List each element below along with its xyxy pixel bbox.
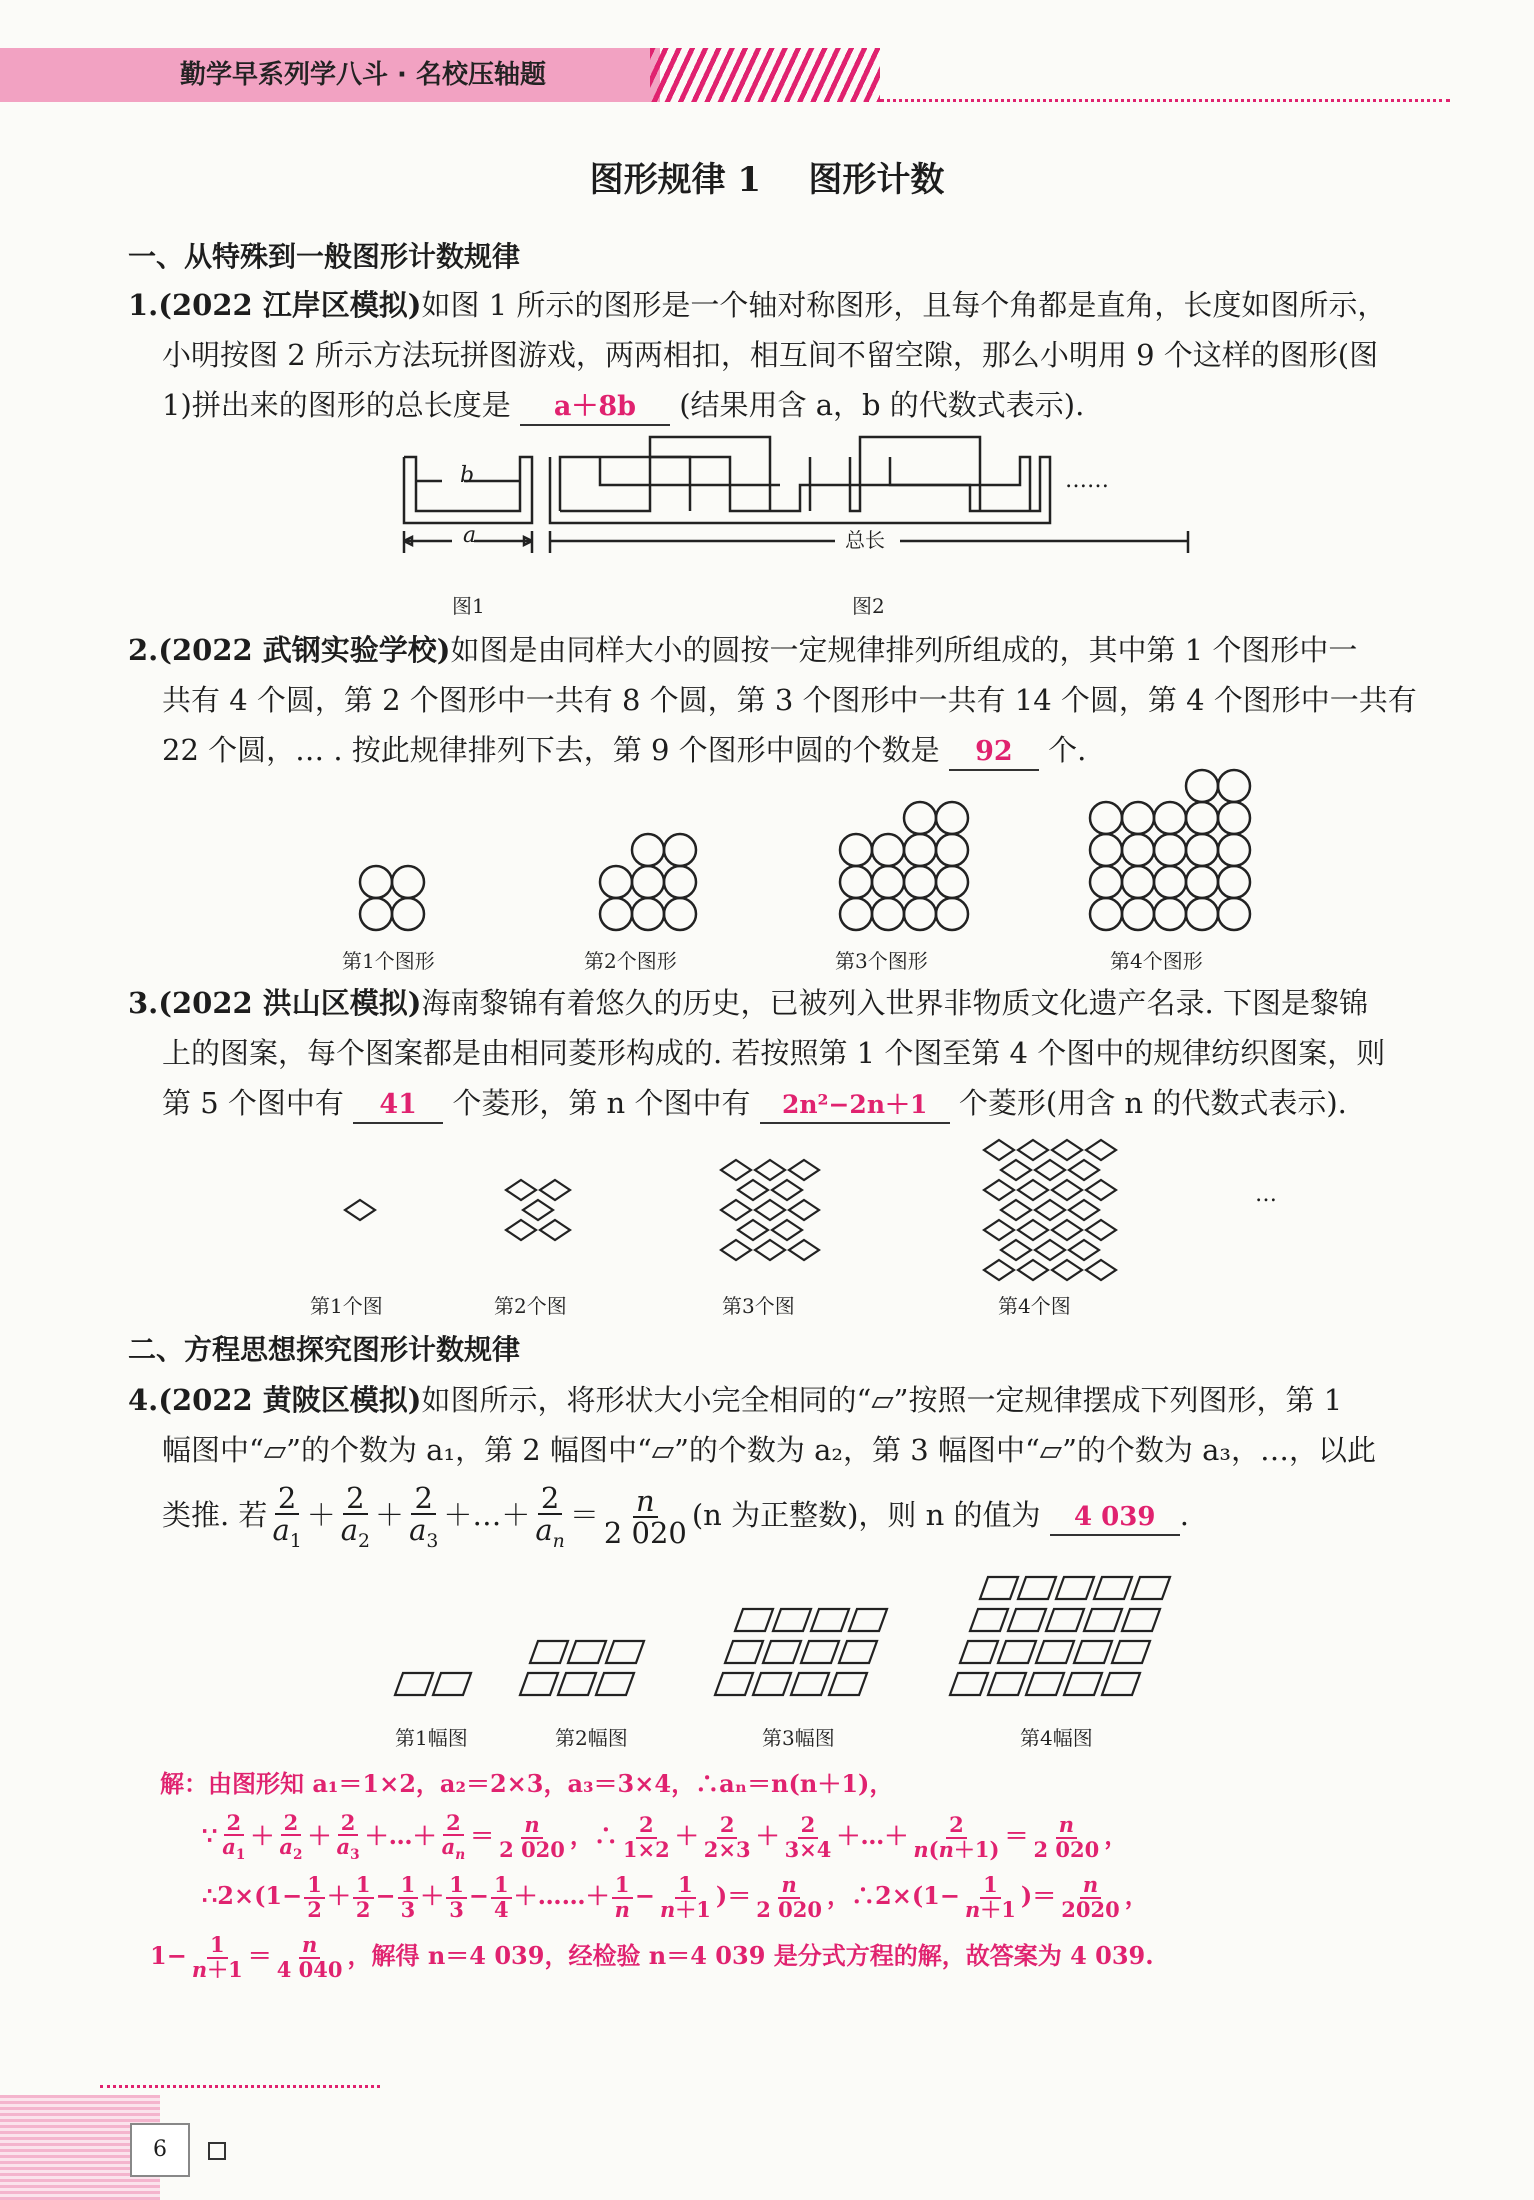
parallelogram [1064,1673,1102,1695]
rhombus [738,1220,768,1240]
problem-1-line-3 [128,380,1458,430]
parallelogram [839,1641,877,1663]
rhombus [984,1220,1014,1240]
solution-line-2: ∵ $\frac{2}{a_1}$ ＋ $\frac{2}{a_2}$ ＋ $\frac{2}{a_3}$ ＋…＋ $\frac{2}{a_n}$ ＝ $\frac{n}{2 020}$ ，∴ $\frac{2}{1\times 2}$ ＋ $\frac{2}{2\times 3}$ ＋ $\frac{2}{3\times 4}$ ＋…＋ $\frac{2}{n(n+1)}$ ＝ $\frac{n}{2 020}$ ， [202,1810,1129,1864]
circle-figure-4 [1090,770,1250,930]
circle [1090,834,1122,866]
circle [1218,770,1250,802]
rhombus [1052,1260,1082,1280]
rhombus-figure-2 [506,1180,570,1240]
rhombus [345,1200,375,1220]
parallelogram [763,1641,801,1663]
problem-3-line-2: 上的图案，每个图案都是由相同菱形构成的. 若按照第 1 个图至第 4 个图中的规律纺织图案，则 [162,1036,1386,1070]
circle [1122,802,1154,834]
circle [840,834,872,866]
rhombus [772,1220,802,1240]
rhombus [1086,1140,1116,1160]
solution-text: 由图形知 a₁＝1×2，a₂＝2×3，a₃＝3×4，∴aₙ＝n(n＋1)， [208,1769,894,1798]
problem-text: (n 为正整数)，则 n 的值为 [691,1498,1041,1532]
answer-blank: 4 039 [1050,1500,1180,1536]
problem-number: 2. [128,633,159,667]
parallelogram [950,1673,988,1695]
problem-number: 3. [128,986,159,1020]
parallelogram [801,1641,839,1663]
circle [904,802,936,834]
parallelogram [433,1673,471,1695]
problem-2 [128,625,1458,775]
rhombus [506,1220,536,1240]
problem-4-line-1 [128,1375,1468,1425]
circle [664,834,696,866]
caption-rhombus-3: 第3个图 [722,1294,795,1318]
parallelogram [1026,1673,1064,1695]
rhombus [1001,1160,1031,1180]
answer-blank: 92 [949,735,1039,771]
fraction-2-over-an: $\frac{2}{a_n}$ [535,1480,565,1552]
section-heading-1: 一、从特殊到一般图形计数规律 [128,240,521,273]
circle [632,834,664,866]
problem-text: 1)拼出来的图形的总长度是 [162,388,511,422]
parallelogram [558,1673,596,1695]
circle [936,866,968,898]
circle [1218,834,1250,866]
parallelogram [1008,1609,1046,1631]
circle [1186,802,1218,834]
rhombus [1069,1240,1099,1260]
problem-text: 海南黎锦有着悠久的历史，已被列入世界非物质文化遗产名录. 下图是黎锦 [421,986,1368,1020]
rhombus-figures [300,1125,1300,1325]
caption-rhombus-2: 第2个图 [494,1294,567,1318]
fig2-dots: …… [1065,468,1109,493]
circle [872,898,904,930]
problem-2-line-1 [128,625,1458,675]
rhombus [540,1220,570,1240]
parallelogram [1018,1577,1056,1599]
circle [840,898,872,930]
rhombus [755,1160,785,1180]
problem-number: 1. [128,288,159,322]
page-number: 6 [153,2137,167,2162]
parallelogram [1132,1577,1170,1599]
solution-line-3: ∴2×(1− $\frac{1}{2}$ ＋ $\frac{1}{2}$ − $\frac{1}{3}$ ＋ $\frac{1}{3}$ − $\frac{1}{4}$ ＋……＋ $\frac{1}{n}$ − $\frac{1}{n+1}$ )＝ $\frac{n}{2 020}$ ，∴2×(1− $\frac{1}{n+1}$ )＝ $\frac{n}{2020}$ ， [202,1872,1149,1922]
rhombus [789,1200,819,1220]
circle [392,898,424,930]
rhombus [506,1180,536,1200]
parallelogram [773,1609,811,1631]
problem-1-line-1 [128,280,1458,330]
caption-circle-2: 第2个图形 [584,949,677,973]
circle [1090,898,1122,930]
circle-figure-1 [360,866,424,930]
circle [632,866,664,898]
problem-source: (2022 黄陂区模拟) [158,1383,422,1417]
problem-source: (2022 洪山区模拟) [158,986,422,1020]
parallelogram-figures [390,1560,1250,1710]
circle [1186,866,1218,898]
page-number-box [130,2123,190,2177]
caption-para-3: 第3幅图 [762,1726,835,1750]
circle-figure-2 [600,834,696,930]
caption-para-4: 第4幅图 [1020,1726,1093,1750]
problem-4-line-2: 幅图中“▱”的个数为 a₁，第 2 幅图中“▱”的个数为 a₂，第 3 幅图中“▱”的个数为 a₃，…，以此 [162,1433,1377,1467]
circle [1186,770,1218,802]
parallelogram [715,1673,753,1695]
problem-4 [128,1375,1468,1555]
parallelogram [829,1673,867,1695]
parallelogram [970,1609,1008,1631]
rhombus [1035,1160,1065,1180]
rhombus [721,1160,751,1180]
parallelogram [980,1577,1018,1599]
rhombus [1052,1140,1082,1160]
circle [664,898,696,930]
problem-3-line-3 [128,1078,1458,1128]
parallelogram [395,1673,433,1695]
page-title: 图形规律 1 图形计数 [589,160,945,200]
circle [360,898,392,930]
circle [1186,898,1218,930]
problem-4-line-3: 类推. 若 $\frac{2}{a_1}$ ＋ $\frac{2}{a_2}$ ＋ $\frac{2}{a_3}$ ＋…＋ $\frac{2}{a_n}$ ＝ $\frac{n}{2 020}$ (n 为正整数)，则 n 的值为 4 039 . [162,1480,1189,1552]
rhombus [755,1240,785,1260]
fraction-n-over-2020: $\frac{n}{2 020}$ [603,1483,687,1550]
rhombus [540,1180,570,1200]
problem-text: 类推. 若 [162,1498,268,1532]
rhombus [1018,1260,1048,1280]
rhombus [1018,1220,1048,1240]
parallelogram-figure-4 [950,1577,1170,1695]
parallelogram [1102,1673,1140,1695]
rhombus [738,1180,768,1200]
problem-text: 如图 1 所示的图形是一个轴对称图形，且每个角都是直角，长度如图所示， [421,288,1387,322]
circle [392,866,424,898]
header-title: 勤学早系列学八斗 · 名校压轴题 [180,60,546,90]
parallelogram-figure-2 [520,1641,644,1695]
problem-text: 个菱形，第 n 个图中有 [452,1086,751,1120]
parallelogram [735,1609,773,1631]
small-square-icon [208,2142,226,2160]
parallelogram [596,1673,634,1695]
caption-circle-4: 第4个图形 [1110,949,1203,973]
rhombus [1069,1200,1099,1220]
caption-para-2: 第2幅图 [555,1726,628,1750]
circle [600,898,632,930]
caption-para-1: 第1幅图 [395,1726,468,1750]
problem-2-line-2: 共有 4 个圆，第 2 个图形中一共有 8 个圆，第 3 个图形中一共有 14 个圆，第 4 个图形中一共有 [162,683,1417,717]
header-dotted-rule [880,99,1450,102]
rhombus [1052,1220,1082,1240]
parallelogram [988,1673,1026,1695]
solution [150,1762,1460,1986]
circle [936,898,968,930]
circle [904,866,936,898]
circle [840,866,872,898]
rhombus [1035,1200,1065,1220]
problem-source: (2022 武钢实验学校) [158,633,451,667]
rhombus [984,1140,1014,1160]
problem-text: 第 5 个图中有 [162,1086,344,1120]
rhombus [772,1180,802,1200]
parallelogram [753,1673,791,1695]
caption-fig1: 图1 [452,594,485,618]
circle [1154,834,1186,866]
problem-number: 4. [128,1383,159,1417]
circle [936,802,968,834]
circle [904,898,936,930]
circle [1218,802,1250,834]
caption-rhombus-4: 第4个图 [998,1294,1071,1318]
solution-label: 解： [160,1769,208,1798]
rhombus [789,1160,819,1180]
parallelogram [1046,1609,1084,1631]
circle [872,866,904,898]
problem-text: 如图所示，将形状大小完全相同的“▱”按照一定规律摆成下列图形，第 1 [421,1383,1343,1417]
circle-figures [300,760,1280,940]
parallelogram [530,1641,568,1663]
answer-blank-2: 2n²−2n＋1 [760,1088,950,1124]
fig2-top [550,457,1050,523]
rhombus-figure-4 [984,1140,1116,1280]
parallelogram [1056,1577,1094,1599]
rhombus [1035,1240,1065,1260]
circle [1090,866,1122,898]
parallelogram [1036,1641,1074,1663]
problem-text: 个菱形(用含 n 的代数式表示). [958,1086,1347,1120]
rhombus [1001,1200,1031,1220]
fig1-label-a: a [463,523,477,548]
parallelogram [811,1609,849,1631]
problem-3 [128,978,1458,1128]
caption-fig2: 图2 [852,594,885,618]
rhombus [1018,1140,1048,1160]
answer-blank-1: 41 [353,1088,443,1124]
rhombus [721,1200,751,1220]
parallelogram [849,1609,887,1631]
rhombus-figure-1 [345,1200,375,1220]
circle-figure-3 [840,802,968,930]
problem-3-line-1 [128,978,1458,1028]
circle [1154,802,1186,834]
parallelogram [1084,1609,1122,1631]
figure-1-2 [390,425,1210,625]
circle [1090,802,1122,834]
parallelogram [520,1673,558,1695]
header-stripes [650,48,880,102]
circle [1154,898,1186,930]
rhombus [984,1260,1014,1280]
rhombus [1018,1180,1048,1200]
caption-circle-3: 第3个图形 [835,949,928,973]
answer-blank: a＋8b [520,390,670,426]
footer-dotted-rule [100,2085,380,2088]
problem-source: (2022 江岸区模拟) [158,288,422,322]
rhombus [1052,1180,1082,1200]
parallelogram [568,1641,606,1663]
circle [1122,834,1154,866]
circle [1218,866,1250,898]
parallelogram [1122,1609,1160,1631]
circle [936,834,968,866]
rhombus [1086,1180,1116,1200]
problem-text: 22 个圆，… . 按此规律排列下去，第 9 个图形中圆的个数是 [162,733,940,767]
rhombus [1069,1160,1099,1180]
circle [1218,898,1250,930]
rhombus-figure-3 [721,1160,819,1260]
parallelogram [1074,1641,1112,1663]
parallelogram [791,1673,829,1695]
rhombus-dots: … [1255,1182,1277,1207]
parallelogram-figure-1 [395,1673,471,1695]
problem-text: 个. [1048,733,1087,767]
parallelogram [998,1641,1036,1663]
parallelogram [606,1641,644,1663]
caption-circle-1: 第1个图形 [342,949,435,973]
solution-line-4: 1− $\frac{1}{n+1}$ ＝ $\frac{n}{4 040}$ ，解得 n＝4 039，经检验 n＝4 039 是分式方程的解，故答案为 4 039. [150,1932,1154,1982]
circle [1186,834,1218,866]
circle [1122,866,1154,898]
circle [360,866,392,898]
fraction-2-over-a3: $\frac{2}{a_3}$ [409,1480,439,1552]
problem-1 [128,280,1458,430]
rhombus [523,1200,553,1220]
rhombus [984,1180,1014,1200]
rhombus [789,1240,819,1260]
problem-text: . [1179,1498,1189,1532]
parallelogram [960,1641,998,1663]
fig2-label-total: 总长 [845,528,885,552]
circle [600,866,632,898]
fig1-label-b: b [460,463,475,488]
problem-text: 如图是由同样大小的圆按一定规律排列所组成的，其中第 1 个图形中一 [450,633,1358,667]
circle [904,834,936,866]
section-heading-2: 二、方程思想探究图形计数规律 [128,1333,521,1366]
parallelogram [1094,1577,1132,1599]
fraction-2-over-a1: $\frac{2}{a_1}$ [272,1480,302,1552]
fraction-2-over-a2: $\frac{2}{a_2}$ [340,1480,371,1552]
parallelogram [725,1641,763,1663]
rhombus [721,1240,751,1260]
circle [632,898,664,930]
circle [1122,898,1154,930]
rhombus [755,1200,785,1220]
solution-line-1 [160,1762,1460,1806]
solution-text: ，解得 n＝4 039，经检验 n＝4 039 是分式方程的解，故答案为 4 039. [347,1941,1154,1970]
rhombus [1086,1220,1116,1240]
parallelogram [1112,1641,1150,1663]
problem-1-line-2: 小明按图 2 所示方法玩拼图游戏，两两相扣，相互间不留空隙，那么小明用 9 个这样的图形(图 [162,338,1379,372]
circle [1154,866,1186,898]
rhombus [1001,1240,1031,1260]
rhombus [1086,1260,1116,1280]
parallelogram-figure-3 [715,1609,887,1695]
caption-rhombus-1: 第1个图 [310,1294,383,1318]
problem-text: (结果用含 a，b 的代数式表示). [679,388,1085,422]
circle [872,834,904,866]
circle [664,866,696,898]
